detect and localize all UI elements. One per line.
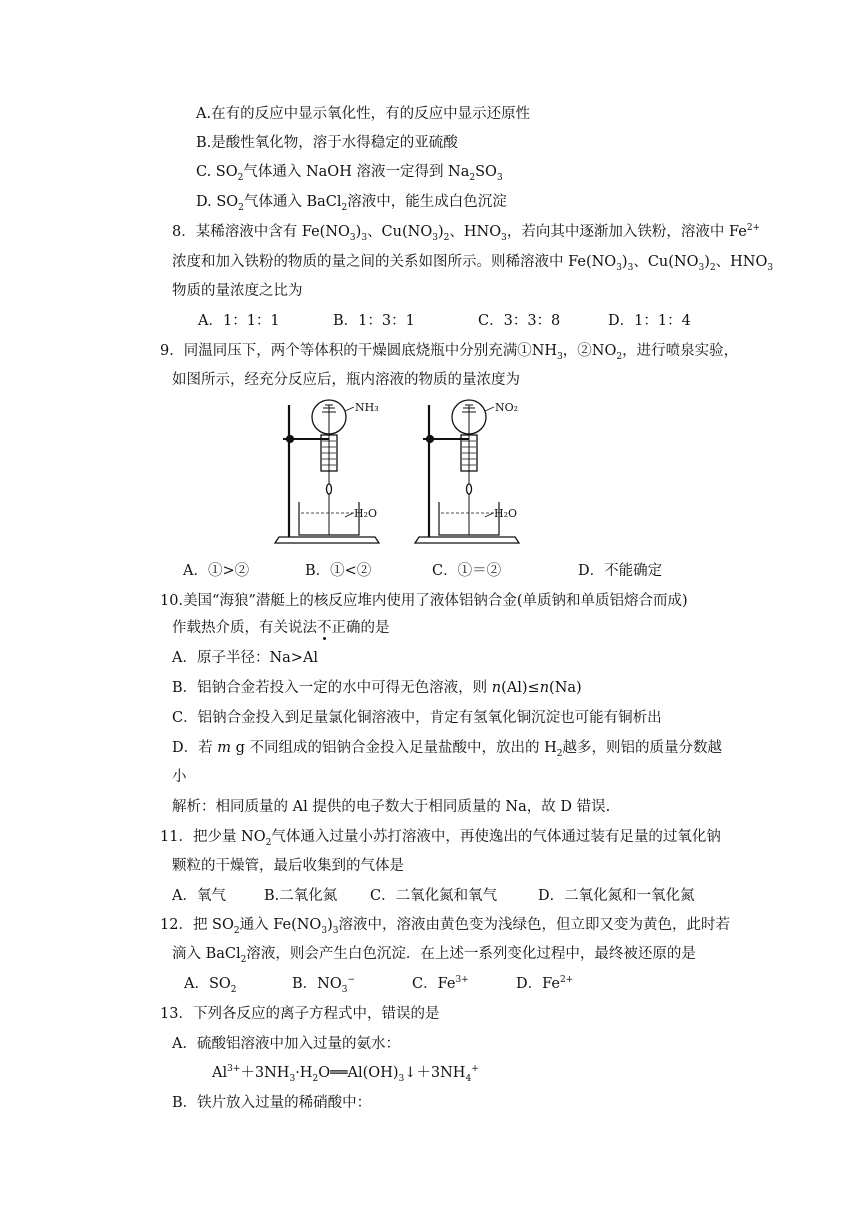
q10-stem-line1: 10.美国“海狼”潜艇上的核反应堆内使用了液体铝钠合金(单质钠和单质铝熔合而成) (160, 593, 688, 609)
q12-option-d: D．$Fe^{2+}$ (516, 975, 574, 992)
apparatus-left (275, 400, 379, 543)
q8-option-b: B．1：3：1 (333, 313, 415, 329)
q9-option-c: C．①＝② (432, 563, 502, 579)
q8-option-c: C．3：3：8 (478, 313, 561, 329)
q10-analysis: 解析：相同质量的 Al 提供的电子数大于相同质量的 Na，故 D 错误. (172, 799, 611, 815)
q13-equation-a: $Al^{3+}+3NH_3\cdot H_2O══Al(OH)_3↓+3NH_4^+$ (212, 1064, 479, 1084)
q9-option-d: D．不能确定 (578, 563, 663, 579)
q9-stem-line1: 9．同温同压下，两个等体积的干燥圆底烧瓶中分别充满$①NH_3$，$②NO_2$，进行喷泉实验， (160, 343, 739, 362)
q11-option-c: C．二氧化氮和氧气 (370, 888, 498, 904)
q11-option-b: B.二氧化氮 (264, 888, 338, 904)
q7-option-b: B.是酸性氧化物，溶于水得稳定的亚硫酸 (196, 135, 458, 151)
q11-stem-line1: 11．把少量 $NO_2$气体通入过量小苏打溶液中，再使逸出的气体通过装有足量的过氧化钠 (160, 829, 721, 848)
q10-option-a: A．原子半径：Na>Al (172, 650, 319, 666)
q9-stem-line2: 如图所示，经充分反应后，瓶内溶液的物质的量浓度为 (172, 372, 520, 388)
label-water-right: H₂O (494, 507, 518, 520)
q12-stem-line2: 滴入 BaCl$_2$溶液，则会产生白色沉淀．在上述一系列变化过程中，最终被还原的是 (172, 946, 696, 965)
fountain-experiment-figure (265, 395, 555, 550)
label-nh3: NH₃ (355, 401, 379, 414)
q7-option-a: A.在有的反应中显示氧化性，有的反应中显示还原性 (196, 106, 531, 122)
q8-stem-line3: 物质的量浓度之比为 (172, 283, 303, 299)
q13-option-a: A．硫酸铝溶液中加入过量的氨水： (172, 1036, 400, 1052)
q7-option-d: D. $SO_2$气体通入 BaCl$_2$溶液中，能生成白色沉淀 (196, 194, 507, 213)
q10-option-b: B．铝钠合金若投入一定的水中可得无色溶液，则 n(Al)≤n(Na) (172, 680, 582, 696)
q8-option-a: A．1：1：1 (198, 313, 280, 329)
q12-stem-line1: 12．把 $SO_2$通入 $Fe(NO_3)_3$溶液中，溶液由黄色变为浅绿色，但立即又变为黄色，此时若 (160, 917, 730, 936)
q12-option-b: B．$NO_3^-$ (292, 975, 356, 995)
q8-option-d: D．1：1：4 (608, 313, 691, 329)
q12-option-a: A．$SO_2$ (184, 976, 237, 995)
q7-option-c: C. $SO_2$气体通入 NaOH 溶液一定得到 $Na_2SO_3$ (196, 164, 503, 183)
label-water-left: H₂O (354, 507, 378, 520)
q13-option-b: B．铁片放入过量的稀硝酸中： (172, 1095, 372, 1111)
q10-option-d-cont: 小 (172, 769, 187, 785)
q10-option-c: C．铝钠合金投入到足量氯化铜溶液中，肯定有氢氧化铜沉淀也可能有铜析出 (172, 710, 662, 726)
q9-option-b: B．①<② (305, 563, 372, 579)
q9-option-a: A．①>② (183, 563, 250, 579)
label-no2: NO₂ (495, 401, 519, 414)
q10-option-d: D．若 m g 不同组成的铝钠合金投入足量盐酸中，放出的 $H_2$越多，则铝的质量分数越 (172, 740, 722, 759)
q11-stem-line2: 颗粒的干燥管，最后收集到的气体是 (172, 858, 404, 874)
q8-stem-line2: 浓度和加入铁粉的物质的量之间的关系如图所示。则稀溶液中 $Fe(NO_3)_3$、$Cu(NO_3)_2$、$HNO_3$ (172, 254, 774, 273)
q13-stem: 13．下列各反应的离子方程式中，错误的是 (160, 1006, 440, 1022)
q10-stem-line2: 作载热介质，有关说法不正确的是 (172, 620, 390, 636)
q11-option-d: D．二氧化氮和一氧化氮 (538, 888, 695, 904)
q12-option-c: C．$Fe^{3+}$ (412, 975, 469, 992)
q8-stem-line1: 8．某稀溶液中含有 $Fe(NO_3)_3$、$Cu(NO_3)_2$、$HNO_3$，若向其中逐渐加入铁粉，溶液中 $Fe^{2+}$ (172, 223, 761, 243)
q11-option-a: A．氧气 (172, 888, 226, 904)
apparatus-right (415, 400, 519, 543)
